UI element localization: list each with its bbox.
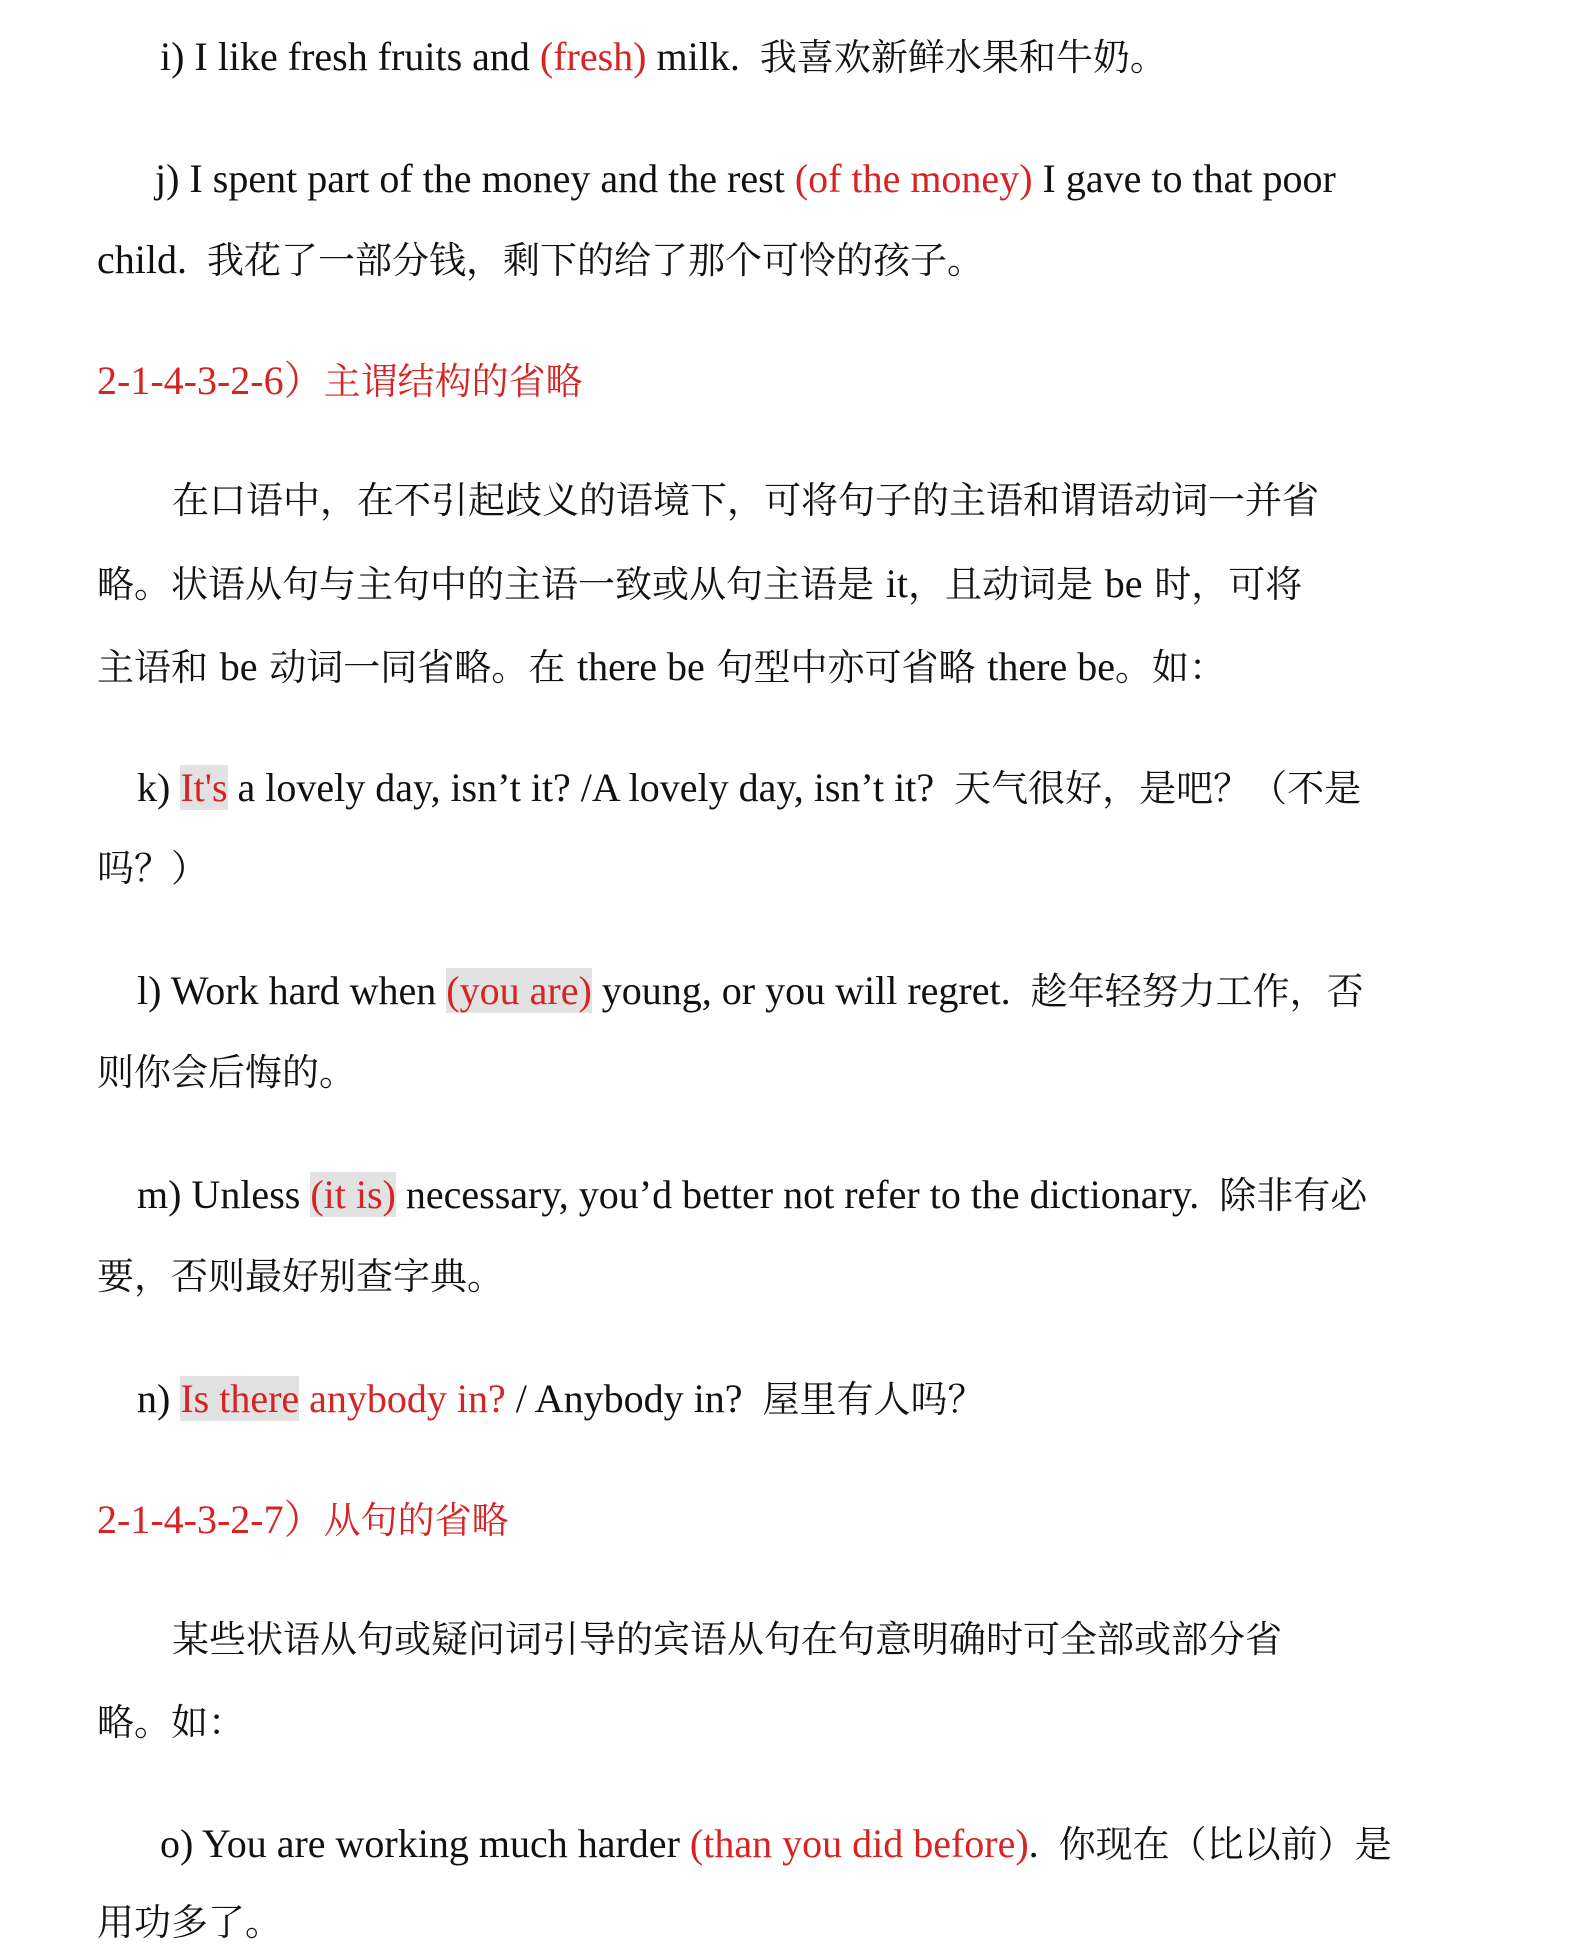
example-text: j) I spent part of the money and the rest [155,156,795,201]
example-text: l) Work hard when [137,968,447,1013]
translation: 天气很好，是吧？（不是 [954,767,1362,810]
example-text: young, or you will regret. [591,968,1011,1013]
heading-title: 从句的省略 [323,1499,509,1542]
translation-continued: 则你会后悔的。 [97,1051,356,1094]
omitted-part: Is there [180,1376,300,1421]
paragraph-text: 时，可将 [1142,563,1303,606]
example-n [137,1375,984,1424]
example-j-line2 [97,236,984,285]
example-text: necessary, you’d better not refer to the dictionary. [395,1172,1200,1217]
example-text: I gave to that poor [1032,156,1336,201]
example-text: child. [97,237,187,282]
translation: 屋里有人吗？ [762,1378,985,1421]
paragraph-text: 主语和 [97,646,220,689]
section-heading-6 [97,357,583,406]
omitted-part: (than you did before) [689,1821,1029,1866]
paragraph-line: 略。如： [97,1701,245,1744]
example-l [137,967,1364,1016]
translation: 我喜欢新鲜水果和牛奶。 [759,36,1167,79]
translation: 我花了一部分钱，剩下的给了那个可怜的孩子。 [206,239,984,282]
paragraph-text: there be [987,644,1115,689]
example-text: / Anybody in? [505,1376,743,1421]
example-j [155,155,1336,203]
heading-number: 2-1-4-3-2-6） [97,358,324,403]
example-k [137,764,1361,813]
paragraph-text: 句型中亦可省略 [704,646,988,689]
example-text: milk. [646,34,740,79]
translation: 你现在（比以前）是 [1058,1823,1392,1866]
omitted-part: (it is) [310,1172,396,1217]
paragraph-line [97,643,1226,692]
example-text: . [1028,1821,1039,1866]
heading-number: 2-1-4-3-2-7） [97,1497,324,1542]
section-heading-7 [97,1496,509,1545]
paragraph-text: it [885,561,908,606]
example-o [160,1820,1392,1869]
translation-continued: 要，否则最好别查字典。 [97,1255,504,1298]
omitted-part: (of the money) [794,156,1033,201]
paragraph-text: 略。状语从句与主句中的主语一致或从句主语是 [97,563,886,606]
paragraph-text: 动词一同省略。在 [257,646,578,689]
paragraph-text: there be [577,644,705,689]
paragraph-line: 在口语中，在不引起歧义的语境下，可将句子的主语和谓语动词一并省 [172,479,1319,522]
heading-title: 主谓结构的省略 [323,360,583,403]
translation-continued: 用功多了。 [97,1901,282,1944]
example-i [160,33,1167,82]
paragraph-text: ，且动词是 [908,563,1105,606]
example-text: n) [137,1376,181,1421]
example-text: k) [137,765,181,810]
omitted-part: (fresh) [539,34,647,79]
example-text: i) I like fresh fruits and [160,34,540,79]
example-text: m) Unless [137,1172,311,1217]
omitted-part: anybody in? [299,1376,506,1421]
paragraph-text: 。如： [1115,646,1226,689]
omitted-part: (you are) [446,968,592,1013]
translation: 除非有必 [1219,1174,1368,1217]
omitted-part: It's [180,765,228,810]
paragraph-text: be [1104,561,1143,606]
example-m [137,1171,1367,1220]
example-text: o) You are working much harder [160,1821,690,1866]
paragraph-text: be [219,644,258,689]
translation-continued: 吗？） [97,847,208,890]
translation: 趁年轻努力工作，否 [1030,970,1364,1013]
example-text: a lovely day, isn’t it? /A lovely day, isn’t it? [227,765,935,810]
paragraph-line [97,560,1302,609]
paragraph-line: 某些状语从句或疑问词引导的宾语从句在句意明确时可全部或部分省 [172,1618,1282,1661]
